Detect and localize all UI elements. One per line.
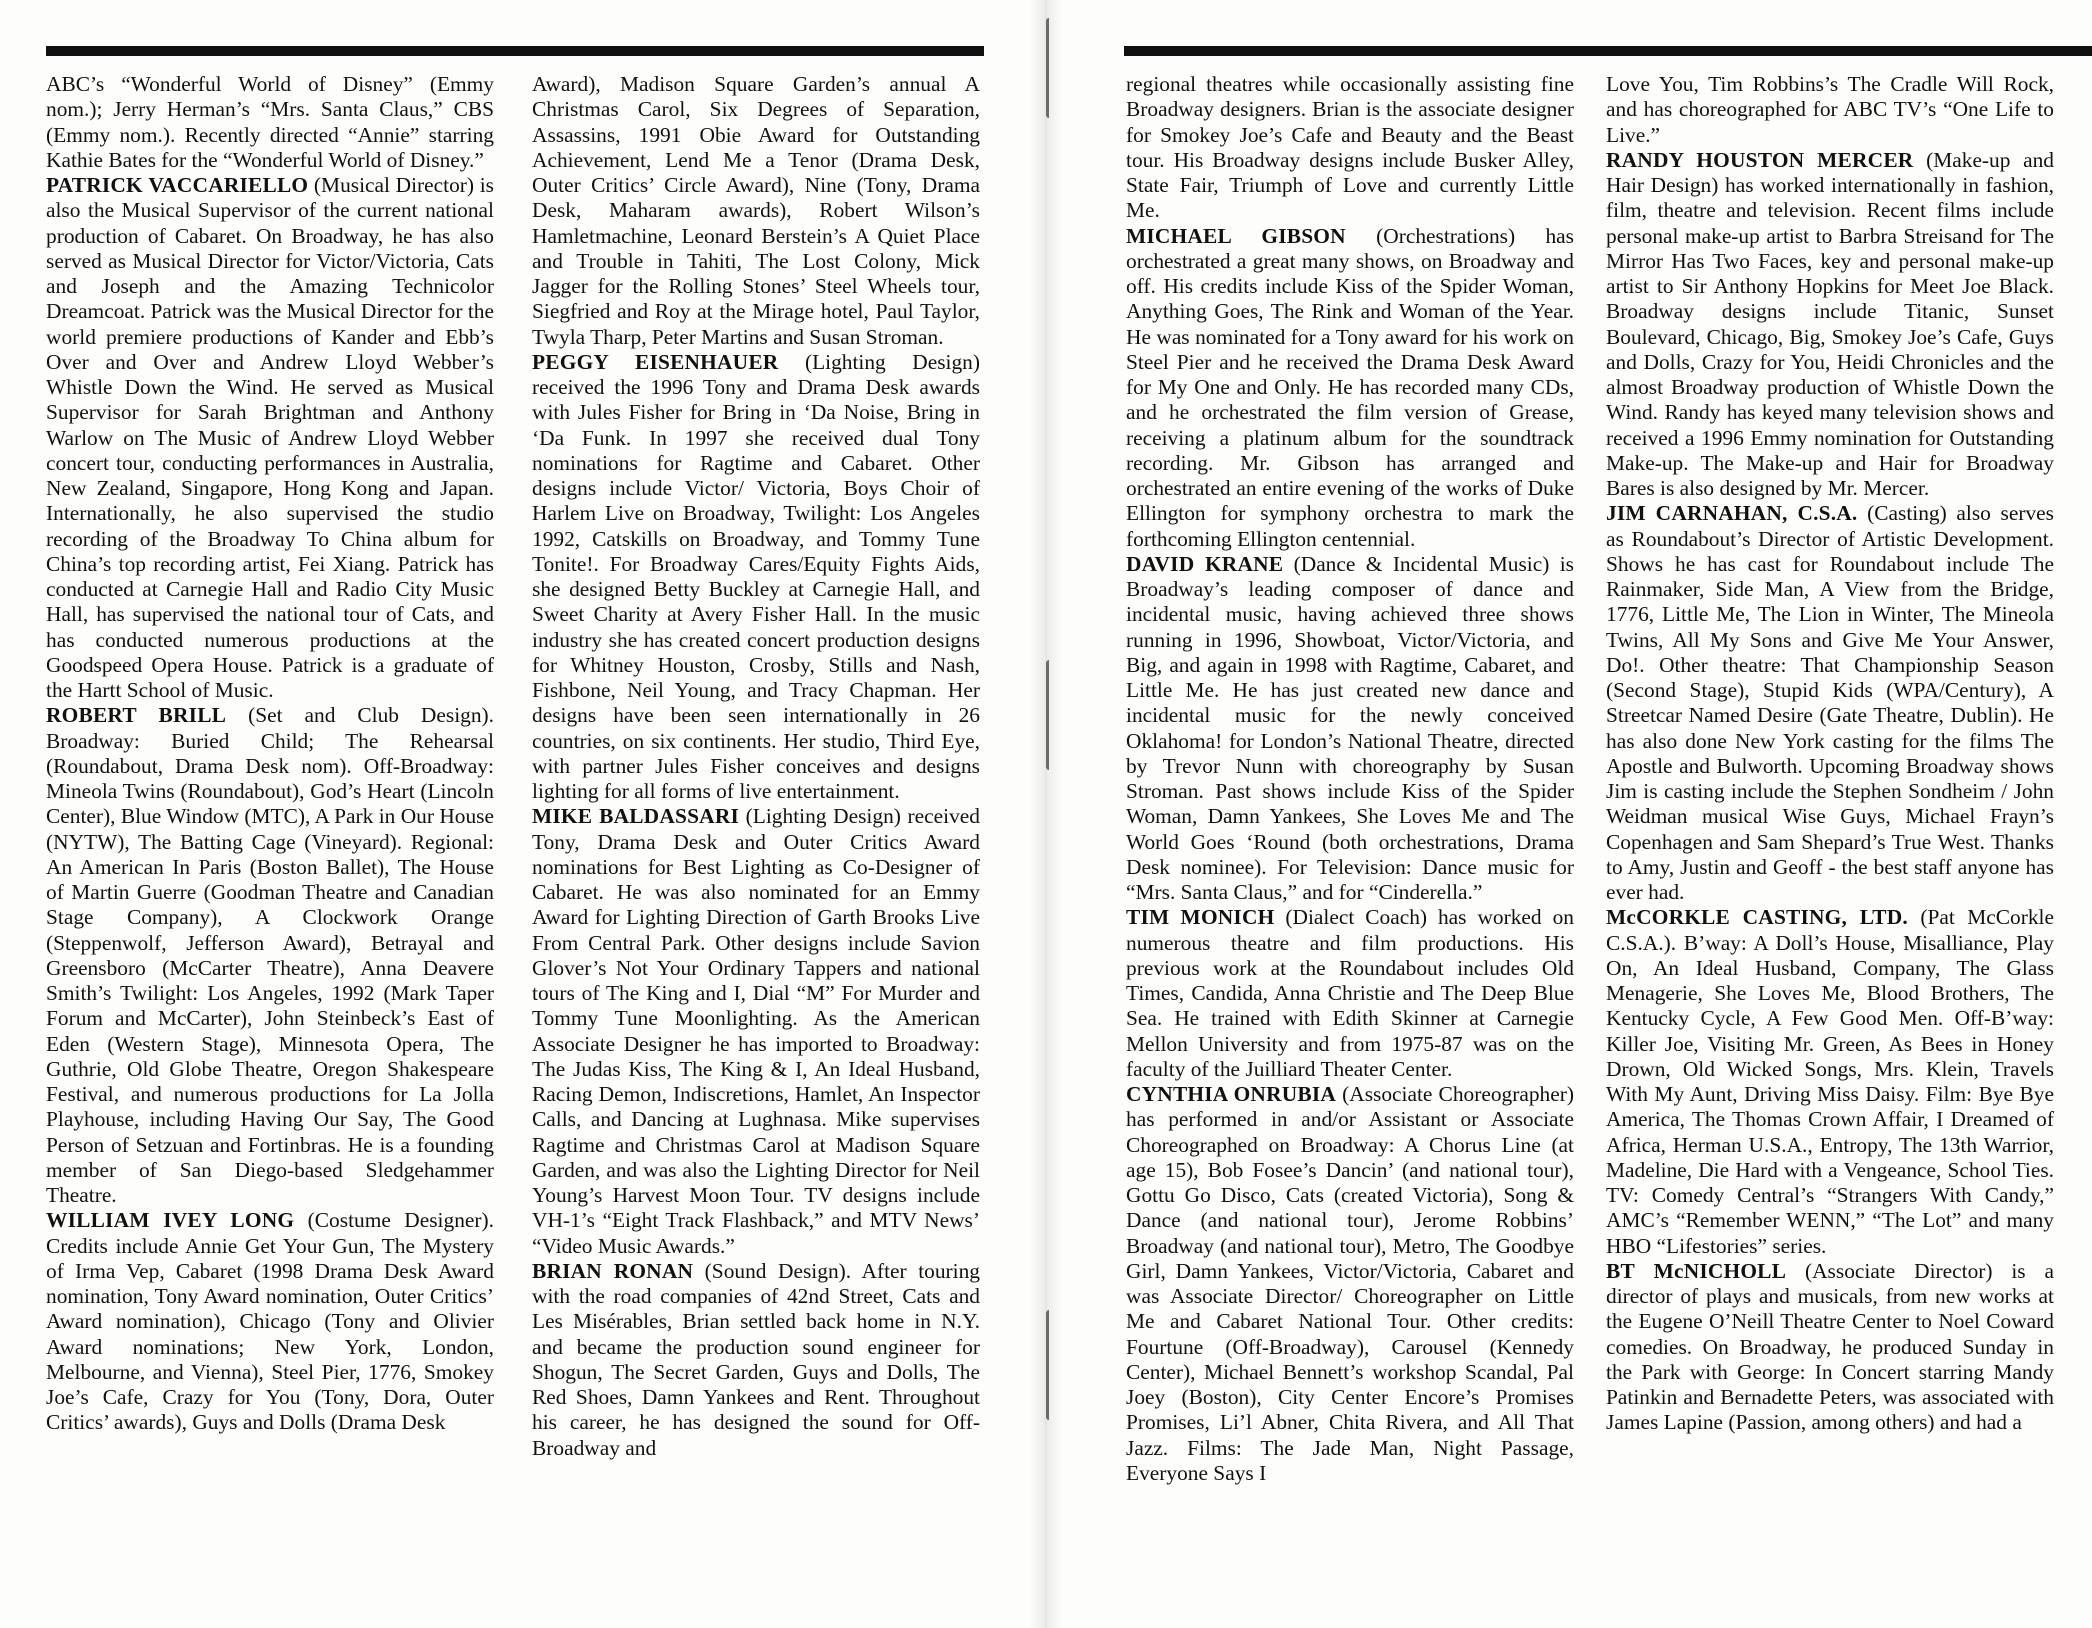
bio-text: regional theatres while occasionally assisting fine Broadway designers. Brian is the associate designer for Smokey Joe’s Cafe and Beauty and the Beast tour. His Broadway designs include Busker Alley, State Fair, Triumph of Love and currently Little Me.: [1126, 72, 1574, 223]
bio-entry: [46, 703, 494, 1208]
bio-text: (Lighting Design) received the 1996 Tony and Drama Desk awards with Jules Fisher for Bring in ‘Da Noise, Bring in ‘Da Funk. In 1997 she received dual Tony nominations for Ragtime and Cabaret. Other designs include Victor/ Victoria, Boys Choir of Harlem Live on Broadway, Twilight: Los Angeles 1992, Catskills on Broadway, and Tommy Tune Tonite!. For Broadway Cares/Equity Fights Aids, she designed Betty Buckley at Carnegie Hall, and Sweet Charity at Avery Fisher Hall. In the music industry she has created concert production designs for Whitney Houston, Crosby, Stills and Nash, Fishbone, Neil Young, and Tracy Chapman. Her designs have been seen internationally in 26 countries, on six continents. Her studio, Third Eye, with partner Jules Fisher conceives and designs lighting for all forms of live entertainment.: [532, 349, 980, 803]
bio-entry: [1606, 148, 2054, 502]
bio-name: PATRICK VACCARIELLO: [46, 173, 309, 197]
bio-entry: [532, 1259, 980, 1461]
bio-entry: [1126, 224, 1574, 552]
bio-text: (Pat McCorkle C.S.A.). B’way: A Doll’s House, Misalliance, Play On, An Ideal Husband, Company, The Glass Menagerie, She Loves Me, Blood Brothers, The Kentucky Cycle, A Few Good Men. Off-B’way: Killer Joe, Visiting Mr. Green, As Bees in Honey Drown, Old Wicked Songs, Mrs. Klein, Travels With My Aunt, Driving Miss Daisy. Film: Bye Bye America, The Thomas Crown Affair, I Dreamed of Africa, Herman U.S.A., Entropy, The 13th Warrior, Madeline, Die Hard with a Vengeance, School Ties. TV: Comedy Central’s “Strangers With Candy,” AMC’s “Remember WENN,” “The Lot” and many HBO “Lifestories” series.: [1606, 905, 2054, 1258]
bio-entry: [1606, 1259, 2054, 1436]
bio-entry: [1126, 905, 1574, 1082]
right-column-1: [1126, 72, 1574, 1486]
bio-text: (Associate Choreographer) has performed in and/or Assistant or Associate Choreographed on Broadway: A Chorus Line (at age 15), Bob Fosee’s Dancin’ (and national tour), Gottu Go Disco, Cats (created Victoria), Song & Dance (and national tour), Jerome Robbins’ Broadway (and national tour), Metro, The Goodbye Girl, Damn Yankees, Victor/Victoria, Cabaret and was Associate Director/ Choreographer on Little Me and Cabaret National Tour. Other credits: Fourtune (Off-Broadway), Carousel (Kennedy Center), Michael Bennett’s workshop Scandal, Pal Joey (Boston), City Center Encore’s Promises Promises, Li’l Abner, Chita Rivera, and All That Jazz. Films: The Jade Man, Night Passage, Everyone Says I: [1126, 1082, 1574, 1485]
staple-icon: [1046, 660, 1055, 770]
bio-entry: [1606, 905, 2054, 1259]
bio-text: (Casting) also serves as Roundabout’s Director of Artistic Development. Shows he has cast for Roundabout include The Rainmaker, Side Man, A View from the Bridge, 1776, Little Me, The Lion in Winter, The Mineola Twins, All My Sons and Give Me Your Answer, Do!. Other theatre: That Championship Season (Second Stage), Stupid Kids (WPA/Century), A Streetcar Named Desire (Gate Theatre, Dublin). He has also done New York casting for the films The Apostle and Bulworth. Upcoming Broadway shows Jim is casting include the Stephen Sondheim / John Weidman musical Wise Guys, Michael Frayn’s Copenhagen and Sam Shepard’s True West. Thanks to Amy, Justin and Geoff - the best staff anyone has ever had.: [1606, 501, 2054, 904]
bio-entry: [1126, 72, 1574, 224]
right-page: [1046, 0, 2092, 1628]
bio-name: PEGGY EISENHAUER: [532, 349, 779, 374]
bio-text: (Set and Club Design). Broadway: Buried Child; The Rehearsal (Roundabout, Drama Desk nom). Off-Broadway: Mineola Twins (Roundabout), God’s Heart (Lincoln Center), Blue Window (MTC), A Park in Our House (NYTW), The Batting Cage (Vineyard). Regional: An American In Paris (Boston Ballet), The House of Martin Guerre (Goodman Theatre and Canadian Stage Company), A Clockwork Orange (Steppenwolf, Jefferson Award), Betrayal and Greensboro (McCarter Theatre), Anna Deavere Smith’s Twilight: Los Angeles, 1992 (Mark Taper Forum and McCarter), John Steinbeck’s East of Eden (Western Stage), Minnesota Opera, The Guthrie, Old Globe Theatre, Oregon Shakespeare Festival, and numerous productions for La Jolla Playhouse, including Having Our Say, The Good Person of Setzuan and Fortinbras. He is a founding member of San Diego-based Sledgehammer Theatre.: [46, 703, 494, 1207]
bio-text: (Musical Director) is also the Musical Supervisor of the current national production of Cabaret. On Broadway, he has also served as Musical Director for Victor/Victoria, Cats and Joseph and the Amazing Technicolor Dreamcoat. Patrick was the Musical Director for the world premiere productions of Kander and Ebb’s Over and Over and Andrew Lloyd Webber’s Whistle Down the Wind. He served as Musical Supervisor for Sarah Brightman and Anthony Warlow on The Music of Andrew Lloyd Webber concert tour, conducting performances in Australia, New Zealand, Singapore, Hong Kong and Japan. Internationally, he also supervised the studio recording of the Broadway To China album for China’s top recording artist, Fei Xiang. Patrick has conducted at Carnegie Hall and Radio City Music Hall, has supervised the national tour of Cats, and has conducted numerous productions at the Goodspeed Opera House. Patrick is a graduate of the Hartt School of Music.: [46, 173, 494, 702]
bio-text: (Associate Director) is a director of plays and musicals, from new works at the Eugene O’Neill Theatre Center to Noel Coward comedies. On Broadway, he produced Sunday in the Park with George: In Concert starring Mandy Patinkin and Bernadette Peters, was associated with James Lapine (Passion, among others) and had a: [1606, 1258, 2054, 1435]
bio-entry: [532, 72, 980, 350]
bio-name: JIM CARNAHAN, C.S.A.: [1606, 501, 1858, 526]
bio-name: BT McNICHOLL: [1606, 1258, 1787, 1283]
bio-entry: [1606, 501, 2054, 905]
bio-name: ROBERT BRILL: [46, 703, 227, 728]
bio-text: (Costume Designer). Credits include Annie Get Your Gun, The Mystery of Irma Vep, Cabaret (1998 Drama Desk Award nomination, Tony Award nomination, Outer Critics’ Award nomination), Chicago (Tony and Olivier Award nominations; New York, London, Melbourne, and Vienna), Steel Pier, 1776, Smokey Joe’s Cafe, Crazy for You (Tony, Dora, Outer Critics’ awards), Guys and Dolls (Drama Desk: [46, 1208, 494, 1435]
bio-name: WILLIAM IVEY LONG: [46, 1208, 295, 1233]
bio-text: (Dance & Incidental Music) is Broadway’s leading composer of dance and incidental music, having achieved three shows running in 1996, Showboat, Victor/Victoria, and Big, and again in 1998 with Ragtime, Cabaret, and Little Me. He has just created new dance and incidental music for the newly conceived Oklahoma! for London’s National Theatre, directed by Trevor Nunn with choreography by Susan Stroman. Past shows include Kiss of the Spider Woman, Damn Yankees, She Loves Me and The World Goes ‘Round (both orchestrations, Drama Desk nominee). For Television: Dance music for “Mrs. Santa Claus,” and for “Cinderella.”: [1126, 551, 1575, 904]
bio-text: ABC’s “Wonderful World of Disney” (Emmy nom.); Jerry Herman’s “Mrs. Santa Claus,” CBS (Emmy nom.). Recently directed “Annie” starring Kathie Bates for the “Wonderful World of Disney.”: [46, 72, 494, 172]
bio-entry: [1126, 1082, 1574, 1486]
left-column-1: [46, 72, 494, 1436]
bio-text: (Orchestrations) has orchestrated a great many shows, on Broadway and off. His credits include Kiss of the Spider Woman, Anything Goes, The Rink and Woman of the Year. He was nominated for a Tony award for his work on Steel Pier and he received the Drama Desk Award for My One and Only. He has recorded many CDs, and he orchestrated the film version of Grease, receiving a platinum album for the soundtrack recording. Mr. Gibson has arranged and orchestrated an entire evening of the works of Duke Ellington for symphony orchestra to mark the forthcoming Ellington centennial.: [1126, 223, 1574, 551]
bio-name: McCORKLE CASTING, LTD.: [1606, 905, 1908, 930]
bio-text: Love You, Tim Robbins’s The Cradle Will Rock, and has choreographed for ABC TV’s “One Life to Live.”: [1606, 72, 2054, 147]
bio-entry: [532, 804, 980, 1259]
bio-text: (Dialect Coach) has worked on numerous theatre and film productions. His previous work at the Roundabout includes Old Times, Candida, Anna Christie and The Deep Blue Sea. He trained with Edith Skinner at Carnegie Mellon University and from 1975-87 was on the faculty of the Juilliard Theater Center.: [1126, 905, 1574, 1081]
bio-text: (Lighting Design) received Tony, Drama Desk and Outer Critics Award nominations for Best Lighting as Co-Designer of Cabaret. He was also nominated for an Emmy Award for Lighting Direction of Garth Brooks Live From Central Park. Other designs include Savion Glover’s Not Your Ordinary Tappers and national tours of The King and I, Dial “M” For Murder and Tommy Tune Moonlighting. As the American Associate Designer he has imported to Broadway: The Judas Kiss, The King & I, An Ideal Husband, Racing Demon, Indiscretions, Hamlet, An Inspector Calls, and Dancing at Lughnasa. Mike supervises Ragtime and Christmas Carol at Madison Square Garden, and was also the Lighting Director for Neil Young’s Harvest Moon Tour. TV designs include VH-1’s “Eight Track Flashback,” and MTV News’ “Video Music Awards.”: [532, 804, 980, 1258]
right-column-2: [1606, 72, 2054, 1436]
bio-entry: [1126, 552, 1574, 906]
bio-text: Award), Madison Square Garden’s annual A Christmas Carol, Six Degrees of Separation, Assassins, 1991 Obie Award for Outstanding Achievement, Lend Me a Tenor (Drama Desk, Outer Critics’ Circle Award), Nine (Tony, Drama Desk, Maharam awards), Robert Wilson’s Hamletmachine, Leonard Berstein’s A Quiet Place and Trouble in Tahiti, The Lost Colony, Mick Jagger for the Rolling Stones’ Steel Wheels tour, Siegfried and Roy at the Mirage hotel, Paul Taylor, Twyla Tharp, Peter Martins and Susan Stroman.: [532, 72, 980, 349]
bio-name: MIKE BALDASSARI: [532, 804, 739, 829]
bio-name: RANDY HOUSTON MERCER: [1606, 147, 1914, 172]
staple-icon: [1046, 1310, 1055, 1420]
bio-entry: [46, 72, 494, 173]
left-column-2: [532, 72, 980, 1461]
bio-entry: [532, 350, 980, 805]
bio-name: DAVID KRANE: [1126, 551, 1284, 576]
bio-entry: [46, 173, 494, 703]
bio-entry: [1606, 72, 2054, 148]
staple-icon: [1046, 18, 1055, 118]
top-rule: [1124, 46, 2092, 56]
top-rule: [46, 46, 984, 56]
bio-name: MICHAEL GIBSON: [1126, 223, 1346, 248]
bio-name: TIM MONICH: [1126, 905, 1275, 930]
bio-text: (Sound Design). After touring with the road companies of 42nd Street, Cats and Les Misérables, Brian settled back home in N.Y. and became the production sound engineer for Shogun, The Secret Garden, Guys and Dolls, The Red Shoes, Damn Yankees and Rent. Throughout his career, he has designed the sound for Off-Broadway and: [532, 1258, 980, 1460]
bio-name: BRIAN RONAN: [532, 1258, 694, 1283]
bio-entry: [46, 1208, 494, 1435]
bio-text: (Make-up and Hair Design) has worked internationally in fashion, film, theatre and television. Recent films include personal make-up artist to Barbra Streisand for The Mirror Has Two Faces, key and personal make-up artist to Sir Anthony Hopkins for Meet Joe Black. Broadway designs include Titanic, Sunset Boulevard, Chicago, Big, Smokey Joe’s Cafe, Guys and Dolls, Crazy for You, Heidi Chronicles and the almost Broadway production of Whistle Down the Wind. Randy has keyed many television shows and received a 1996 Emmy nomination for Outstanding Make-up. The Make-up and Hair for Broadway Bares is also designed by Mr. Mercer.: [1606, 147, 2054, 500]
bio-name: CYNTHIA ONRUBIA: [1126, 1082, 1336, 1106]
